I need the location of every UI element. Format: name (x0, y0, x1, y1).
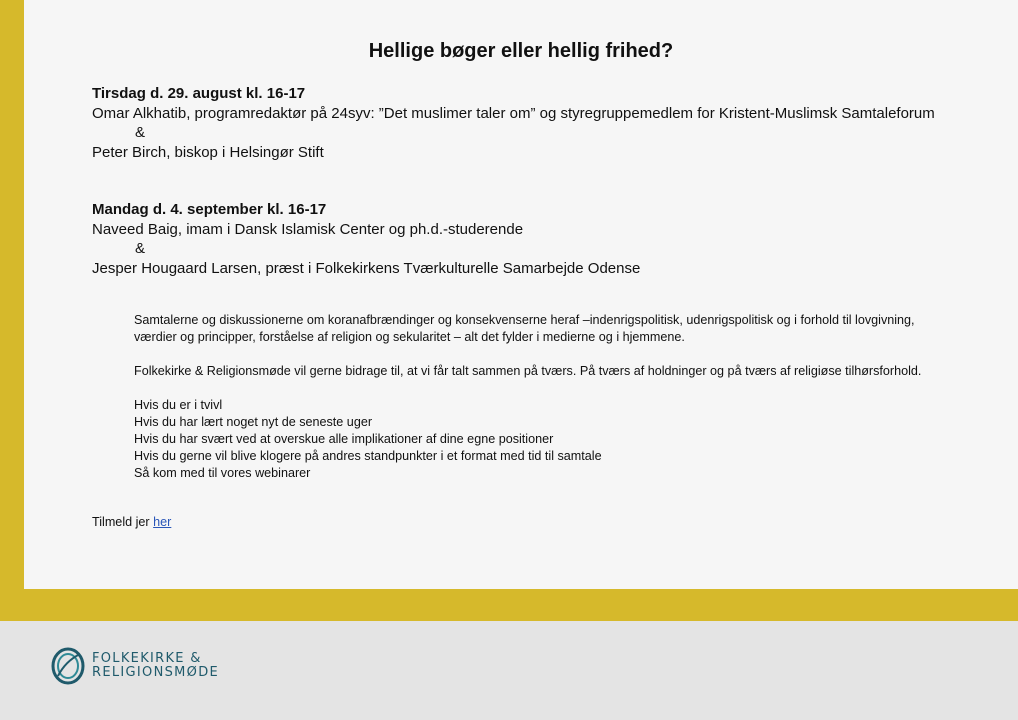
event-2-speaker-1: Naveed Baig, imam i Dansk Islamisk Center og ph.d.-studerende (92, 220, 524, 238)
list-item: Hvis du har lært noget nyt de seneste uger (134, 415, 373, 429)
event-1-speaker-1: Omar Alkhatib, programredaktør på 24syv: ”Det muslimer taler om” og styregruppemedlem for Kristent-Muslimsk Samtaleforum (92, 104, 935, 122)
intro-line-2: værdier og principper, forståelse af religion og sekularitet – alt det fylder i medierne og i hjemmene. (134, 330, 685, 344)
list-item: Så kom med til vores webinarer (134, 466, 311, 480)
event-1-ampersand: & (135, 124, 146, 141)
event-2-date: Mandag d. 4. september kl. 16-17 (92, 201, 327, 218)
list-item: Hvis du gerne vil blive klogere på andres standpunkter i et format med tid til samtale (134, 449, 602, 463)
logo-wordmark (92, 652, 219, 680)
signup-link[interactable]: her (153, 515, 172, 529)
mission-paragraph: Folkekirke & Religionsmøde vil gerne bidrage til, at vi får talt sammen på tværs. På tværs af holdninger og på tværs af religiøse tilhørsforhold. (134, 364, 922, 378)
list-item: Hvis du har svært ved at overskue alle implikationer af dine egne positioner (134, 432, 554, 446)
event-2 (92, 200, 640, 278)
event-2-speaker-2: Jesper Hougaard Larsen, præst i Folkekirkens Tværkulturelle Samarbejde Odense (92, 259, 641, 277)
intro-line-1: Samtalerne og diskussionerne om koranafbrændinger og konsekvenserne heraf –indenrigspolitisk, udenrigspolitisk og i forhold til lovgivning, (134, 313, 915, 327)
intro-paragraph (134, 312, 964, 346)
circle-logo-icon (50, 646, 86, 686)
content-page (24, 0, 1018, 589)
event-2-ampersand: & (135, 240, 146, 257)
signup-line (92, 515, 171, 529)
invite-list (134, 397, 964, 482)
event-1-date: Tirsdag d. 29. august kl. 16-17 (92, 85, 306, 102)
signup-text: Tilmeld jer (92, 515, 154, 529)
event-1 (92, 84, 935, 162)
page-title: Hellige bøger eller hellig frihed? (368, 40, 674, 62)
logo-line-1: FOLKEKIRKE & (92, 651, 202, 666)
list-item: Hvis du er i tvivl (134, 398, 223, 412)
event-1-speaker-2: Peter Birch, biskop i Helsingør Stift (92, 143, 324, 161)
logo-line-2: RELIGIONSMØDE (92, 665, 220, 680)
organization-logo (50, 646, 219, 686)
